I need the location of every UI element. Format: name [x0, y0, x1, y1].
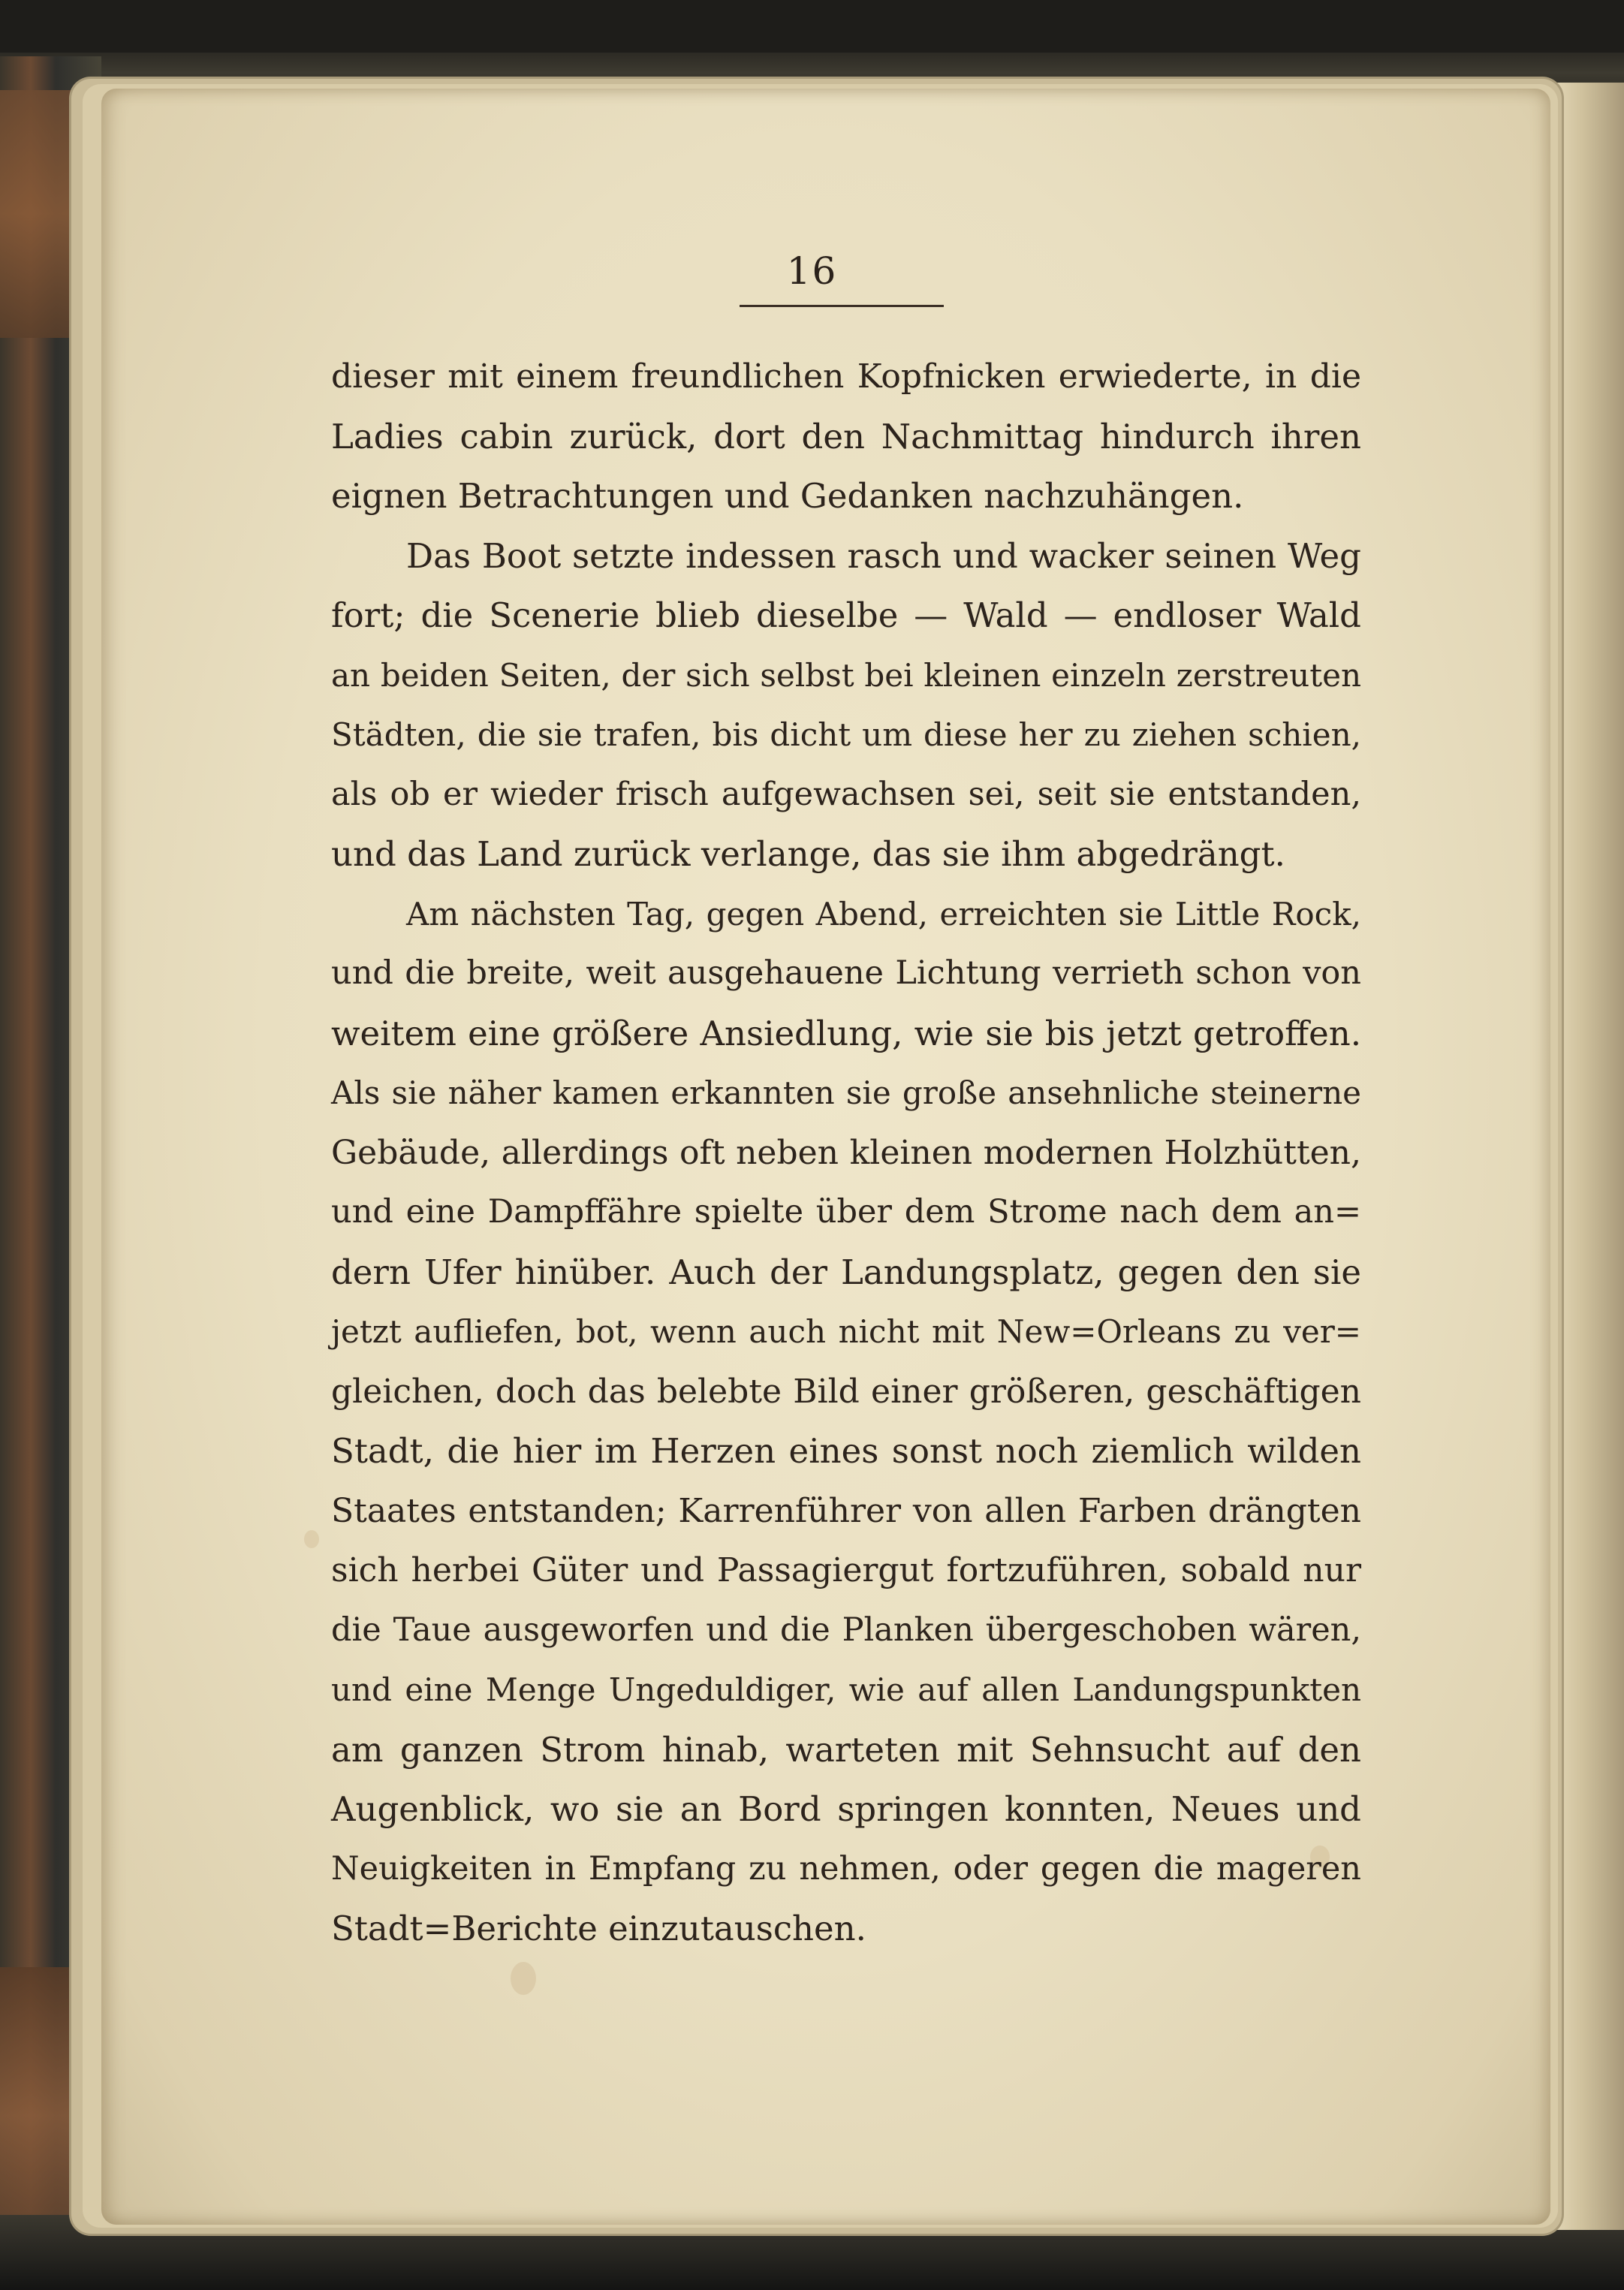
text-line: Städten, die sie trafen, bis dicht um diese her zu ziehen schien,: [331, 716, 1361, 753]
text-line: eignen Betrachtungen und Gedanken nachzuhängen.: [331, 476, 1244, 516]
text-line: an beiden Seiten, der sich selbst bei kleinen einzeln zerstreuten: [331, 656, 1361, 694]
body-text: [331, 347, 1361, 1959]
text-line: dern Ufer hinüber. Auch der Landungsplatz, gegen den sie: [331, 1252, 1361, 1292]
paper-stain: [511, 1962, 536, 1995]
text-line: weitem eine größere Ansiedlung, wie sie bis jetzt getroffen.: [331, 1013, 1361, 1053]
text-line: am ganzen Strom hinab, warteten mit Sehnsucht auf den: [331, 1729, 1361, 1770]
text-line: als ob er wieder frisch aufgewachsen sei, seit sie entstanden,: [331, 775, 1361, 813]
paper-stain: [304, 1530, 319, 1548]
text-line: Staates entstanden; Karrenführer von allen Farben drängten: [331, 1491, 1361, 1530]
text-line: sich herbei Güter und Passagiergut fortzuführen, sobald nur: [331, 1551, 1361, 1589]
page-number: 16: [786, 249, 838, 293]
leather-corner-bottom: [0, 1967, 71, 2215]
text-line: Als sie näher kamen erkannten sie große ansehnliche steinerne: [331, 1074, 1361, 1111]
leather-corner-top: [0, 90, 71, 338]
text-line: Stadt=Berichte einzutauschen.: [331, 1909, 866, 1948]
text-line: dieser mit einem freundlichen Kopfnicken erwiederte, in die: [331, 357, 1361, 396]
text-line: Ladies cabin zurück, dort den Nachmittag hindurch ihren: [331, 416, 1361, 456]
text-line: und die breite, weit ausgehauene Lichtung verrieth schon von: [331, 954, 1361, 992]
text-line: jetzt aufliefen, bot, wenn auch nicht mit New=Orleans zu ver=: [331, 1313, 1361, 1350]
text-line: Augenblick, wo sie an Bord springen konnten, Neues und: [331, 1789, 1361, 1829]
text-line: Das Boot setzte indessen rasch und wacker seinen Weg: [406, 535, 1361, 576]
text-line: Gebäude, allerdings oft neben kleinen modernen Holzhütten,: [331, 1133, 1361, 1172]
text-line: gleichen, doch das belebte Bild einer größeren, geschäftigen: [331, 1372, 1361, 1411]
text-line: fort; die Scenerie blieb dieselbe — Wald — endloser Wald: [331, 595, 1361, 635]
text-line: Am nächsten Tag, gegen Abend, erreichten sie Little Rock,: [406, 895, 1361, 933]
text-line: Stadt, die hier im Herzen eines sonst noch ziemlich wilden: [331, 1431, 1361, 1471]
text-line: und eine Dampffähre spielte über dem Strome nach dem an=: [331, 1193, 1361, 1231]
page-number-rule: [740, 305, 944, 307]
text-line: Neuigkeiten in Empfang zu nehmen, oder gegen die mageren: [331, 1849, 1361, 1888]
text-line: und das Land zurück verlange, das sie ihm abgedrängt.: [331, 834, 1285, 874]
text-line: die Taue ausgeworfen und die Planken übergeschoben wären,: [331, 1611, 1361, 1649]
text-line: und eine Menge Ungeduldiger, wie auf allen Landungspunkten: [331, 1671, 1361, 1708]
